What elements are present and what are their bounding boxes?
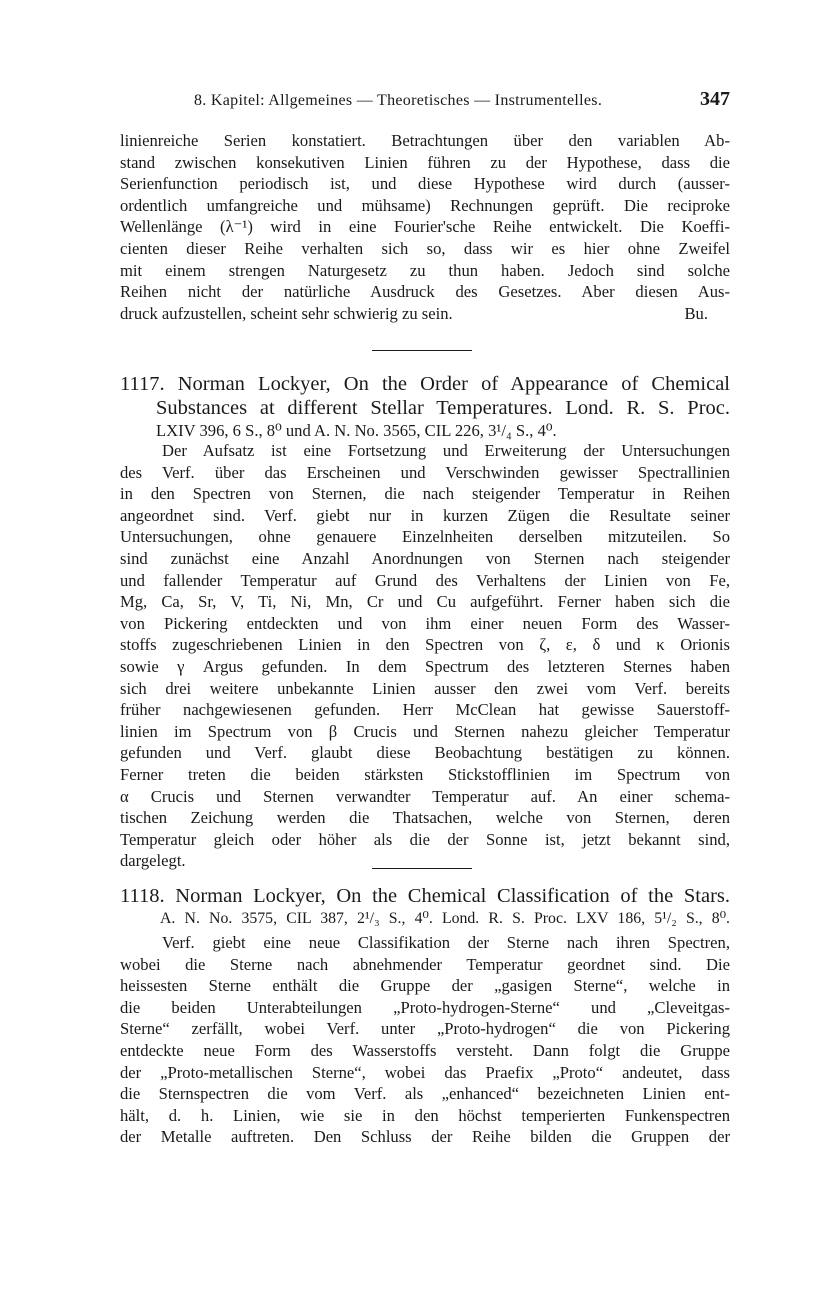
text-line-last [120, 303, 730, 325]
text-line: sich drei weitere unbekannte Linien ausser den zwei vom Verf. bereits [120, 678, 730, 698]
entry-heading-line: Substances at different Stellar Temperatures. Lond. R. S. Proc. [156, 397, 730, 419]
text-line: der „Proto-metallischen Sterne“, wobei das Praefix „Proto“ andeutet, dass [120, 1062, 730, 1082]
entry-citation-line: A. N. No. 3575, CIL 387, 2¹/₃ S., 4⁰. Lond. R. S. Proc. LXV 186, 5¹/₂ S., 8⁰. [160, 910, 730, 927]
author-signature: Bu. [684, 303, 708, 323]
text-line: Verf. giebt eine neue Classifikation der Sterne nach ihren Spectren, [162, 933, 730, 952]
text-line: dargelegt. [120, 851, 186, 871]
text-line: α Crucis und Sternen verwandter Temperatur auf. An einer schema- [120, 786, 730, 806]
text-line: Serienfunction periodisch ist, und diese Hypothese wird durch (ausser- [120, 174, 730, 194]
text-line: sind zunächst eine Anzahl Anordnungen von Sternen nach steigender [120, 548, 730, 568]
text-line: tischen Zeichung werden die Thatsachen, welche von Sternen, deren [120, 808, 730, 828]
entry-1118-heading [120, 884, 730, 930]
text-line: heissesten Sterne enthält die Gruppe der „gasigen Sterne“, welche in [120, 976, 730, 996]
text-line: von Pickering entdeckten und von ihm einer neuen Form des Wasser- [120, 613, 730, 633]
text-line: in den Spectren von Sternen, die nach steigender Temperatur in Reihen [120, 484, 730, 504]
text-line: linienreiche Serien konstatiert. Betrachtungen über den variablen Ab- [120, 131, 730, 150]
entry-1118-body [120, 932, 730, 1148]
text-line: Ferner treten die beiden stärksten Stickstofflinien im Spectrum von [120, 764, 730, 784]
text-line: der Metalle auftreten. Den Schluss der Reihe bilden die Gruppen der [120, 1127, 730, 1147]
text-line: gefunden und Verf. glaubt diese Beobachtung bestätigen zu können. [120, 743, 730, 763]
section-divider [372, 350, 472, 351]
text-line: angeordnet sind. Verf. giebt nur in kurzen Zügen die Resultate seiner [120, 505, 730, 525]
text-line: Wellenlänge (λ⁻¹) wird in eine Fourier'sche Reihe entwickelt. Die Koeffi- [120, 217, 730, 237]
running-header [120, 88, 730, 116]
text-line: Der Aufsatz ist eine Fortsetzung und Erweiterung der Untersuchungen [162, 441, 730, 460]
section-divider [372, 868, 472, 869]
running-header-title: 8. Kapitel: Allgemeines — Theoretisches — Instrumentelles. [194, 92, 603, 109]
entry-citation-line: LXIV 396, 6 S., 8⁰ und A. N. No. 3565, CIL 226, 3¹/₄ S., 4⁰. [156, 421, 557, 440]
text-line: ordentlich umfangreiche und mühsame) Rechnungen geprüft. Die reciproke [120, 195, 730, 215]
text-line: linien im Spectrum von β Crucis und Sternen nahezu gleicher Temperatur [120, 721, 730, 741]
entry-heading-line: 1117. Norman Lockyer, On the Order of Appearance of Chemical [120, 373, 730, 395]
entry-heading-line: 1118. Norman Lockyer, On the Chemical Classification of the Stars. [120, 885, 730, 907]
text-line: Mg, Ca, Sr, V, Ti, Ni, Mn, Cr und Cu aufgeführt. Ferner haben sich die [120, 592, 730, 612]
text-line: hält, d. h. Linien, wie sie in den höchst temperierten Funkenspectren [120, 1105, 730, 1125]
text-line: cienten dieser Reihe verhalten sich so, dass wir es hier ohne Zweifel [120, 238, 730, 258]
text-line: und fallender Temperatur auf Grund des Verhaltens der Linien von Fe, [120, 570, 730, 590]
text-line: Reihen nicht der natürliche Ausdruck des Gesetzes. Aber diesen Aus- [120, 282, 730, 302]
text-line: mit einem strengen Naturgesetz zu thun haben. Jedoch sind solche [120, 260, 730, 280]
text-line: die beiden Unterabteilungen „Proto-hydrogen-Sterne“ und „Cleveitgas- [120, 997, 730, 1017]
text-line-content: druck aufzustellen, scheint sehr schwierig zu sein. [120, 303, 453, 323]
entry-1117-body [120, 440, 730, 872]
text-line: die Sternspectren die vom Verf. als „enhanced“ bezeichneten Linien ent- [120, 1084, 730, 1104]
text-line: des Verf. über das Erscheinen und Verschwinden gewisser Spectrallinien [120, 462, 730, 482]
text-line: stand zwischen konsekutiven Linien führen zu der Hypothese, dass die [120, 152, 730, 172]
text-line: wobei die Sterne nach abnehmender Temperatur geordnet sind. Die [120, 954, 730, 974]
text-line: früher nachgewiesenen gefunden. Herr McClean hat gewisse Sauerstoff- [120, 700, 730, 720]
entry-1117-heading [120, 372, 730, 442]
text-line: Temperatur gleich oder höher als die der Sonne ist, jetzt bekannt sind, [120, 829, 730, 849]
text-line: entdeckte neue Form des Wasserstoffs versteht. Dann folgt die Gruppe [120, 1040, 730, 1060]
text-line: sowie γ Argus gefunden. In dem Spectrum des letzteren Sternes haben [120, 656, 730, 676]
page-number: 347 [700, 88, 730, 110]
intro-paragraph [120, 130, 730, 324]
text-line: stoffs zugeschriebenen Linien in den Spectren von ζ, ε, δ und κ Orionis [120, 635, 730, 655]
text-line: Sterne“ zerfällt, wobei Verf. unter „Proto-hydrogen“ die von Pickering [120, 1019, 730, 1039]
text-line: Untersuchungen, ohne genauere Einzelnheiten derselben mitzuteilen. So [120, 527, 730, 547]
